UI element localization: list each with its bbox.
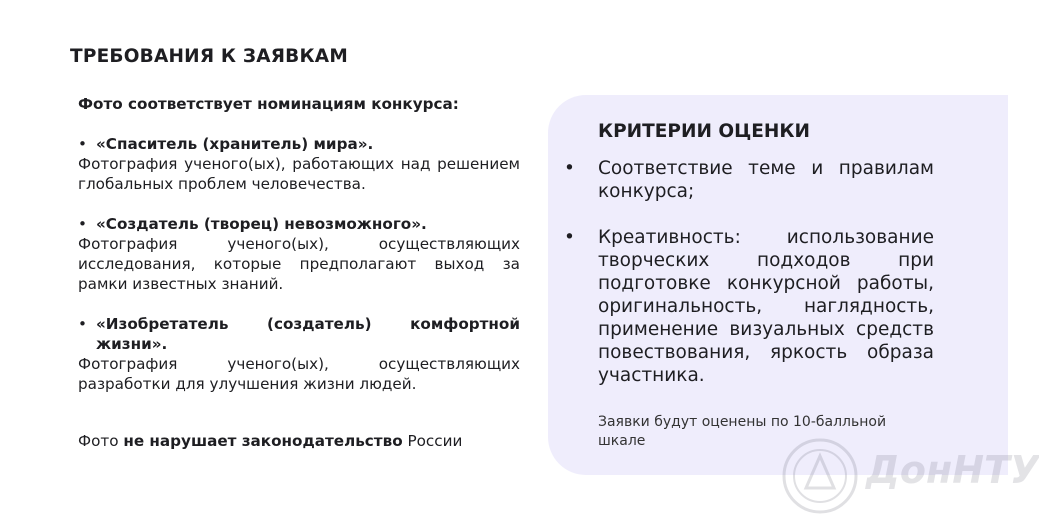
nomination-item: [78, 134, 520, 194]
law-suffix: России: [402, 432, 463, 450]
criteria-panel: [548, 95, 1008, 475]
page-title: ТРЕБОВАНИЯ К ЗАЯВКАМ: [70, 46, 348, 67]
criteria-item-text: Креативность: использование творческих подходов при подготовке конкурсной работы, оригинальность, наглядность, применение визуальных средств повествования, яркость образа участника.: [598, 227, 934, 386]
nomination-title: [78, 214, 520, 234]
nomination-title: [78, 134, 520, 154]
nomination-description: Фотография ученого(ых), работающих над решением глобальных проблем человечества.: [78, 155, 520, 193]
nomination-title: [78, 314, 520, 354]
bullet-icon: •: [564, 158, 575, 179]
bullet-icon: •: [564, 227, 575, 248]
score-note: Заявки будут оценены по 10-балльной шкале: [598, 414, 887, 449]
nomination-title-text: «Создатель (творец) невозможного».: [96, 215, 427, 233]
criteria-item: [564, 226, 934, 387]
requirements-column: [78, 94, 520, 414]
bullet-icon: •: [78, 315, 87, 333]
law-statement: [78, 432, 462, 450]
criteria-item: [564, 157, 934, 203]
law-prefix: Фото: [78, 432, 124, 450]
bullet-icon: •: [78, 135, 87, 153]
nominations-intro: Фото соответствует номинациям конкурса:: [78, 95, 459, 113]
nomination-description: Фотография ученого(ых), осуществляющих разработки для улучшения жизни людей.: [78, 355, 520, 393]
nomination-item: [78, 214, 520, 294]
nomination-title-text: «Спаситель (хранитель) мира».: [96, 135, 374, 153]
nomination-description: Фотография ученого(ых), осуществляющих исследования, которые предполагают выход за рамки известных знаний.: [78, 235, 520, 293]
criteria-title: КРИТЕРИИ ОЦЕНКИ: [598, 121, 811, 142]
criteria-item-text: Соответствие теме и правилам конкурса;: [598, 158, 934, 202]
criteria-list: [564, 157, 934, 410]
bullet-icon: •: [78, 215, 87, 233]
nomination-title-text: «Изобретатель (создатель) комфортной жизни».: [96, 315, 520, 353]
nomination-item: [78, 314, 520, 394]
law-bold: не нарушает законодательство: [123, 432, 403, 450]
